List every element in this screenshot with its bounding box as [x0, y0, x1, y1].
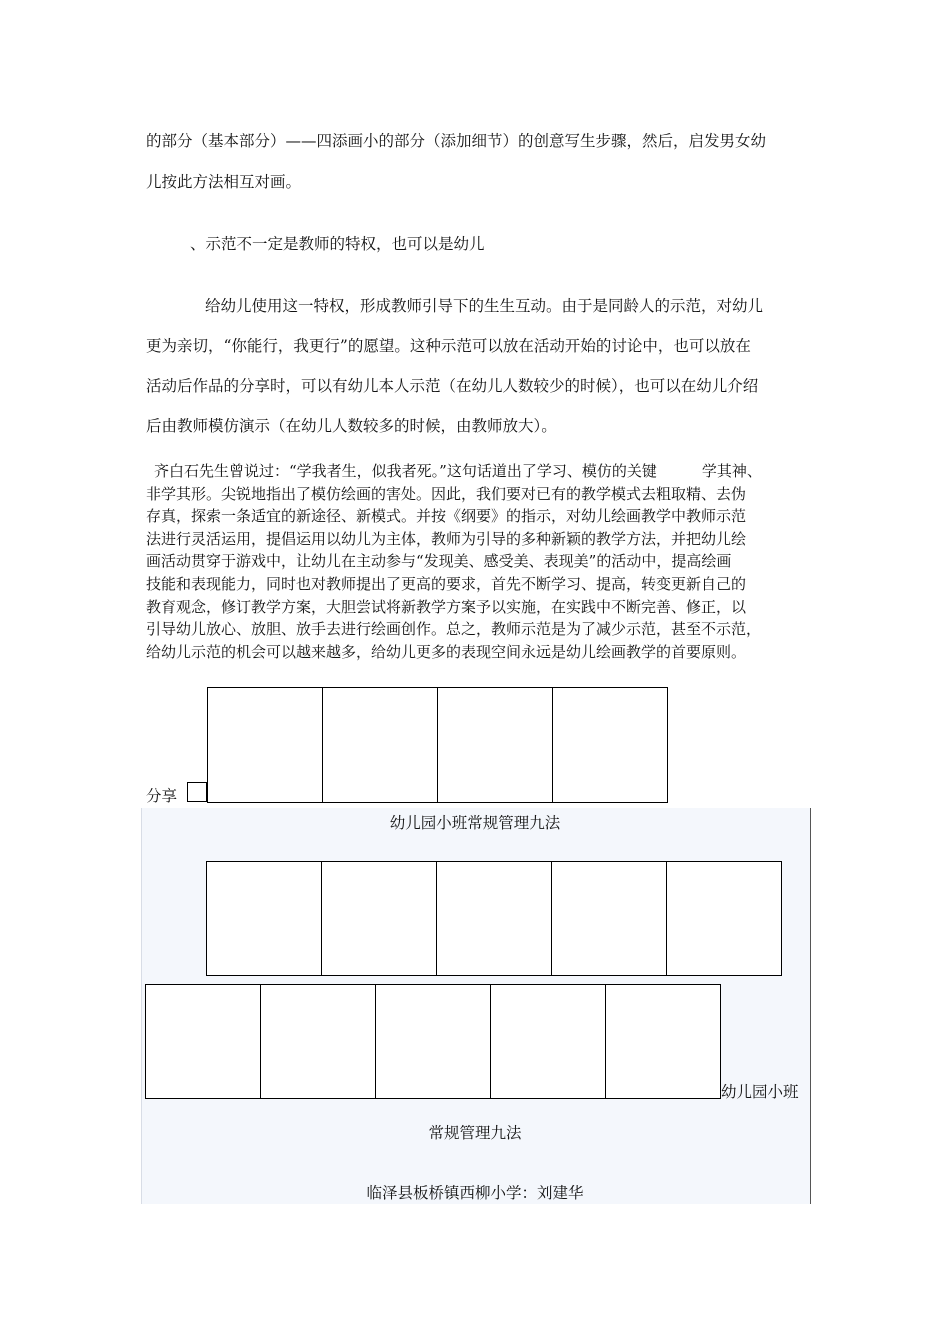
image-placeholder	[375, 984, 491, 1099]
paragraph-3-line: 给幼儿示范的机会可以越来越多，给幼儿更多的表现空间永远是幼儿绘画教学的首要原则。	[146, 642, 747, 661]
paragraph-3-line: 法进行灵活运用，提倡运用以幼儿为主体，教师为引导的多种新颖的教学方法，并把幼儿绘	[146, 529, 747, 548]
article-title: 幼儿园小班常规管理九法	[389, 814, 561, 832]
image-placeholder	[321, 861, 437, 976]
image-placeholder	[206, 861, 322, 976]
share-checkbox[interactable]	[187, 782, 207, 802]
image-placeholder	[552, 687, 668, 803]
paragraph-2-line-2: 更为亲切，“你能行，我更行”的愿望。这种示范可以放在活动开始的讨论中，也可以放在	[146, 337, 751, 355]
paragraph-2-line-4: 后由教师模仿演示（在幼儿人数较多的时候，由教师放大）。	[146, 417, 557, 435]
paragraph-3-line: 齐白石先生曾说过：“学我者生，似我者死。”这句话道出了学习、模仿的关键 学其神、	[154, 462, 762, 480]
article-title-part-2: 常规管理九法	[428, 1124, 522, 1142]
image-placeholder	[145, 984, 261, 1099]
image-placeholder	[260, 984, 376, 1099]
image-placeholder	[551, 861, 667, 976]
paragraph-2-line-3: 活动后作品的分享时，可以有幼儿本人示范（在幼儿人数较少的时候），也可以在幼儿介绍	[146, 377, 759, 395]
paragraph-3	[146, 460, 810, 663]
image-placeholder	[490, 984, 606, 1099]
article-author: 临泽县板桥镇西柳小学：刘建华	[366, 1184, 584, 1202]
image-placeholder	[207, 687, 323, 803]
image-placeholder	[436, 861, 552, 976]
image-placeholder	[437, 687, 553, 803]
image-placeholder	[605, 984, 721, 1099]
paragraph-3-line: 教育观念，修订教学方案，大胆尝试将新教学方案予以实施，在实践中不断完善、修正，以	[146, 597, 747, 616]
image-placeholder	[322, 687, 438, 803]
paragraph-3-line: 非学其形。尖锐地指出了模仿绘画的害处。因此，我们要对已有的教学模式去粗取精、去伪	[146, 484, 747, 503]
paragraph-3-line: 技能和表现能力，同时也对教师提出了更高的要求，首先不断学习、提高，转变更新自己的	[146, 574, 747, 593]
paragraph-3-line: 引导幼儿放心、放胆、放手去进行绘画创作。总之，教师示范是为了减少示范，甚至不示范，	[146, 620, 762, 639]
paragraph-3-line: 画活动贯穿于游戏中，让幼儿在主动参与“发现美、感受美、表现美”的活动中，提高绘画	[146, 552, 732, 571]
paragraph-1-line-2: 儿按此方法相互对画。	[146, 173, 302, 191]
image-placeholder	[666, 861, 782, 976]
paragraph-1-line-1: 的部分（基本部分）——四添画小的部分（添加细节）的创意写生步骤，然后，启发男女幼	[146, 132, 767, 150]
paragraph-2-line-1: 给幼儿使用这一特权，形成教师引导下的生生互动。由于是同龄人的示范，对幼儿	[205, 297, 764, 315]
paragraph-3-line: 存真，探索一条适宜的新途径、新模式。并按《纲要》的指示，对幼儿绘画教学中教师示范	[146, 507, 747, 526]
article-title-part-1: 幼儿园小班	[721, 1083, 799, 1101]
section-heading: 、示范不一定是教师的特权，也可以是幼儿	[190, 235, 485, 253]
share-label: 分享	[146, 787, 178, 805]
